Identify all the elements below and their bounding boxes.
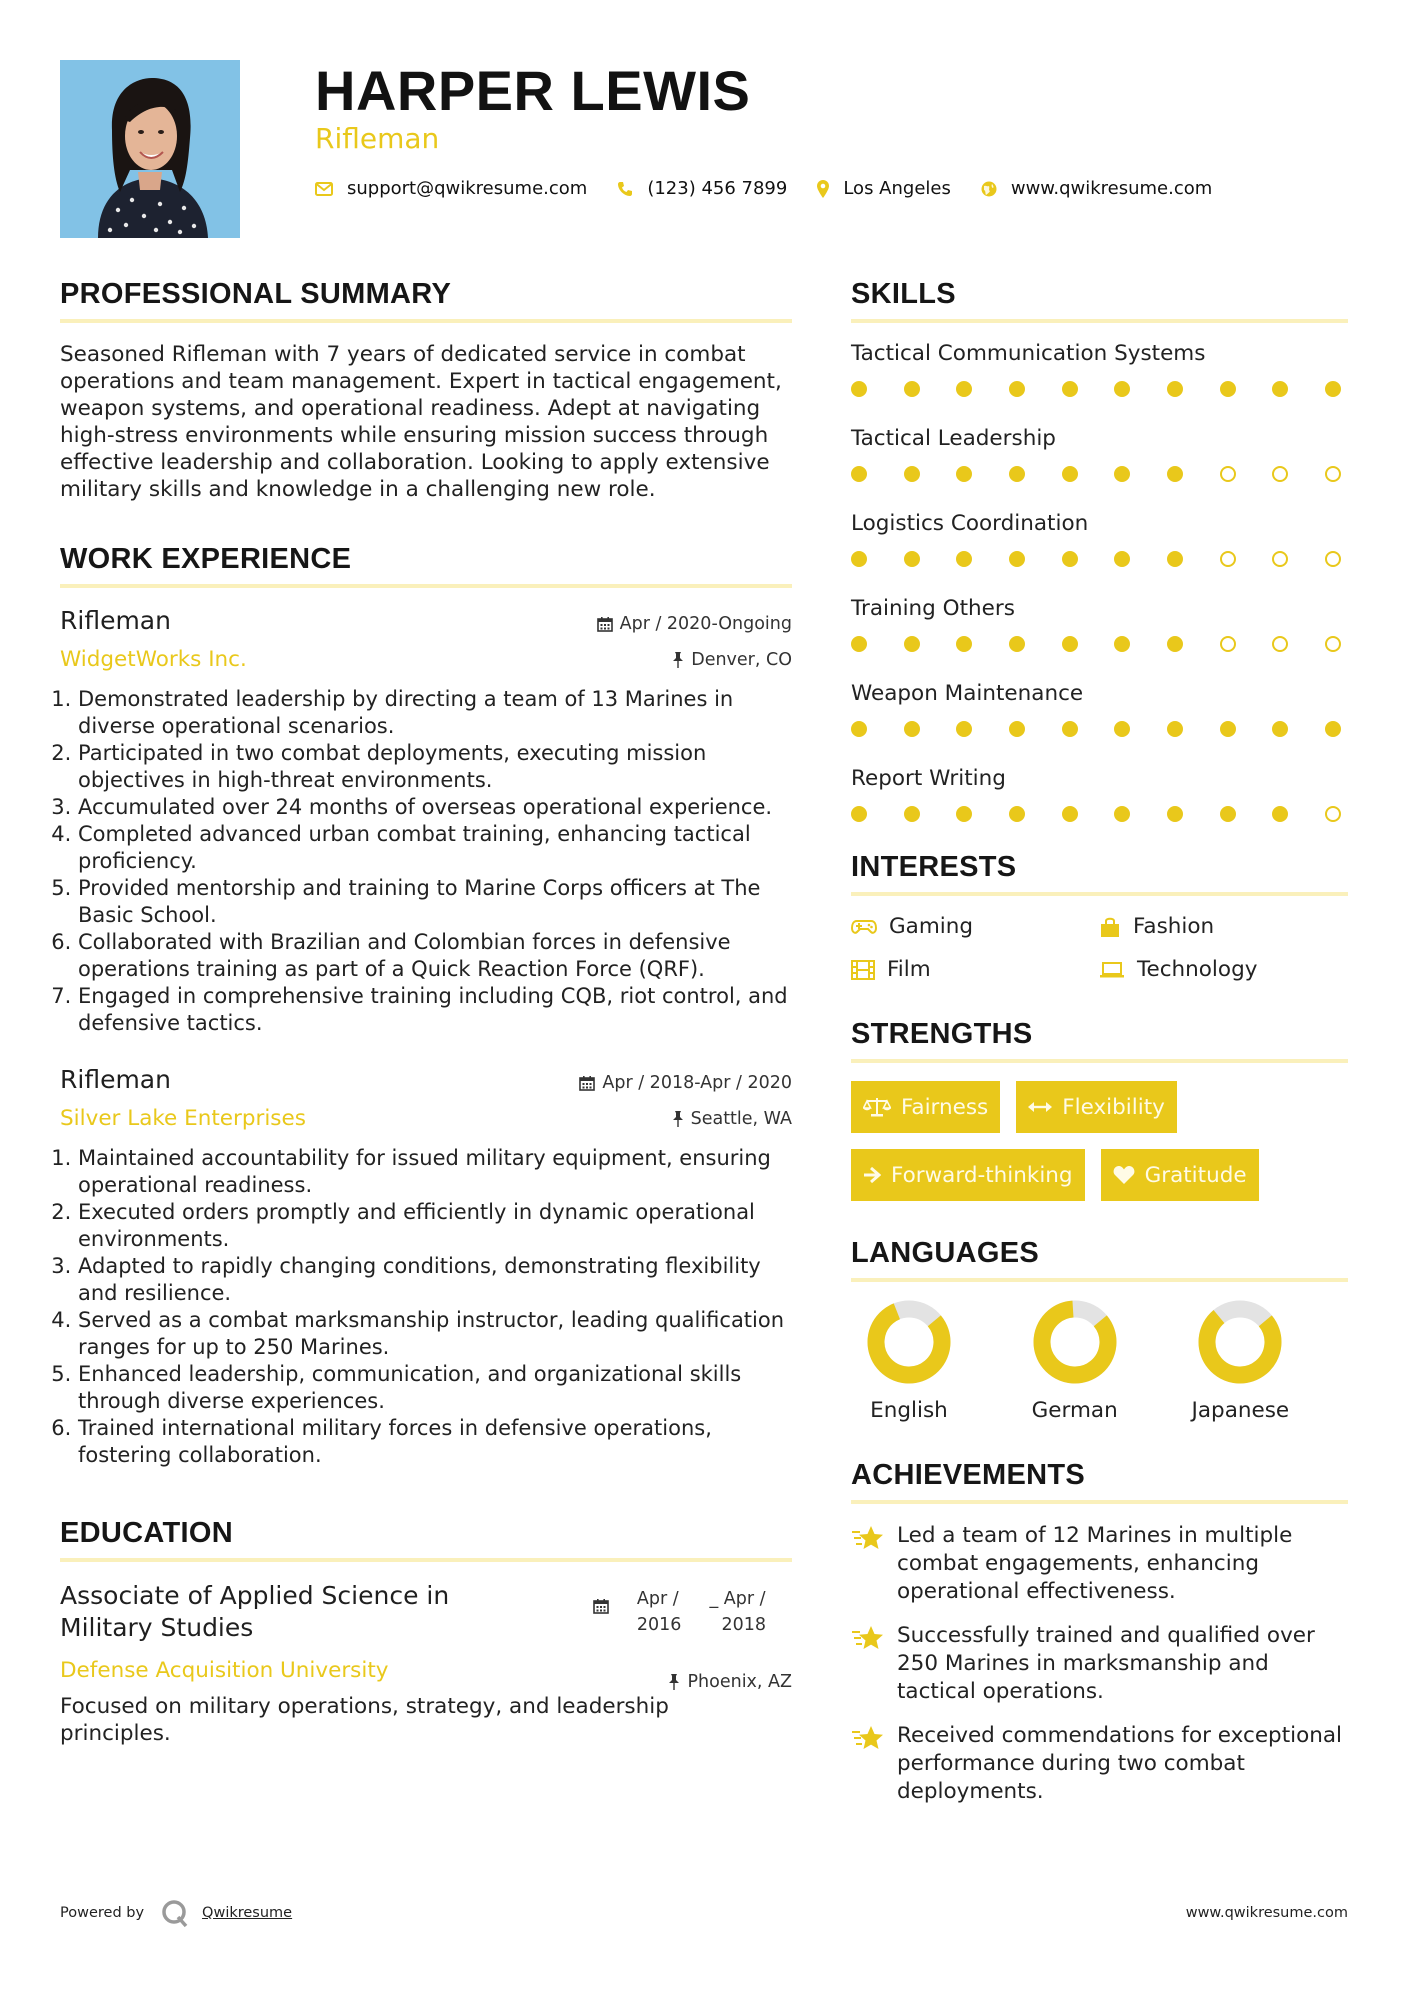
rating-dot-filled	[956, 466, 972, 482]
footer-website[interactable]: www.qwikresume.com	[1185, 1905, 1348, 1921]
rating-dot-filled	[956, 721, 972, 737]
pin-icon	[672, 652, 684, 668]
interest-label: Film	[887, 957, 931, 982]
rating-dot-filled	[956, 636, 972, 652]
job-location	[672, 1109, 792, 1129]
candidate-name: HARPER LEWIS	[315, 59, 751, 122]
rating-dot-filled	[851, 381, 867, 397]
achievement-item	[851, 1722, 1348, 1806]
rating-dot-filled	[851, 466, 867, 482]
rating-dot-filled	[1272, 806, 1288, 822]
rating-dot-empty	[1272, 466, 1288, 482]
skill-item	[851, 766, 1348, 825]
rating-dot-filled	[1167, 636, 1183, 652]
language-item	[1017, 1300, 1183, 1423]
rating-dot-filled	[851, 721, 867, 737]
strength-label: Forward-thinking	[891, 1162, 1073, 1188]
calendar-icon	[593, 1598, 609, 1614]
achievements-heading: ACHIEVEMENTS	[851, 1459, 1348, 1504]
rating-dot-filled	[1009, 466, 1025, 482]
location-text: Los Angeles	[843, 178, 951, 199]
rating-dot-filled	[1009, 806, 1025, 822]
job-date-text: Apr / 2020-Ongoing	[619, 614, 792, 634]
rating-dot-filled	[1009, 551, 1025, 567]
rating-dot-filled	[1114, 806, 1130, 822]
rating-dot-empty	[1325, 636, 1341, 652]
phone-text: (123) 456 7899	[647, 178, 788, 199]
heart-icon	[1113, 1165, 1135, 1185]
strength-chip	[1016, 1081, 1177, 1133]
interests-heading: INTERESTS	[851, 851, 1348, 896]
interest-item	[851, 957, 1099, 982]
achievement-text: Received commendations for exceptional performance during two combat deployments.	[897, 1723, 1343, 1804]
achievement-item	[851, 1522, 1348, 1606]
language-name: German	[1031, 1398, 1118, 1423]
language-level-ring	[1033, 1300, 1117, 1384]
rating-dot-empty	[1272, 636, 1288, 652]
interest-label: Fashion	[1133, 914, 1215, 939]
rating-dot-empty	[1220, 551, 1236, 567]
job-location-text: Seattle, WA	[690, 1109, 792, 1129]
duty-item: 1. Maintained accountability for issued military equipment, ensuring operational readiness.	[78, 1145, 792, 1199]
interest-label: Gaming	[889, 914, 974, 939]
achievement-item	[851, 1622, 1348, 1706]
company-name: Silver Lake Enterprises	[60, 1106, 306, 1131]
duty-item: 4. Completed advanced urban combat training, enhancing tactical proficiency.	[78, 821, 792, 875]
skill-name: Logistics Coordination	[851, 511, 1089, 536]
rating-dot-filled	[851, 551, 867, 567]
skills-list	[851, 341, 1348, 825]
language-item	[1182, 1300, 1348, 1423]
rating-dot-filled	[1167, 806, 1183, 822]
education-start-month: Apr /	[636, 1589, 679, 1609]
job-date-text: Apr / 2018-Apr / 2020	[602, 1073, 792, 1093]
rating-dot-filled	[904, 806, 920, 822]
experience-heading: WORK EXPERIENCE	[60, 543, 792, 588]
school-name: Defense Acquisition University	[60, 1658, 389, 1683]
strengths-heading: STRENGTHS	[851, 1018, 1348, 1063]
rating-dot-filled	[1220, 381, 1236, 397]
skill-item	[851, 511, 1348, 570]
envelope-icon	[315, 182, 333, 196]
rating-dot-empty	[1272, 551, 1288, 567]
duty-item: 3. Adapted to rapidly changing conditions, demonstrating flexibility and resilience.	[78, 1253, 792, 1307]
interest-item	[1099, 914, 1347, 939]
education-end	[709, 1586, 766, 1638]
rating-dot-filled	[1114, 551, 1130, 567]
rating-dot-filled	[1167, 721, 1183, 737]
rating-dot-filled	[1220, 806, 1236, 822]
language-name: English	[870, 1398, 948, 1423]
job-title: Rifleman	[60, 1065, 171, 1094]
skill-rating	[851, 633, 1341, 655]
skill-rating	[851, 548, 1341, 570]
website-text: www.qwikresume.com	[1010, 178, 1213, 199]
duty-item: 6. Trained international military forces in defensive operations, fostering collaboration.	[78, 1415, 792, 1469]
strength-chip	[1101, 1149, 1259, 1201]
gamepad-icon	[851, 919, 877, 935]
interest-item	[1099, 957, 1347, 982]
rating-dot-filled	[1062, 721, 1078, 737]
strength-chip	[851, 1081, 1000, 1133]
rating-dot-filled	[956, 381, 972, 397]
rating-dot-filled	[1272, 721, 1288, 737]
contact-location	[817, 178, 951, 199]
skill-name: Report Writing	[851, 766, 1006, 791]
duty-item: 3. Accumulated over 24 months of overseas operational experience.	[78, 794, 792, 821]
interest-label: Technology	[1137, 957, 1258, 982]
skill-rating	[851, 463, 1341, 485]
skill-rating	[851, 718, 1341, 740]
contact-website[interactable]	[981, 178, 1212, 199]
rating-dot-filled	[851, 806, 867, 822]
star-icon	[851, 1624, 885, 1652]
calendar-icon	[597, 616, 613, 632]
calendar-icon	[579, 1075, 595, 1091]
achievements-list	[851, 1522, 1348, 1806]
education-entry	[60, 1580, 792, 1747]
skill-name: Weapon Maintenance	[851, 681, 1084, 706]
brand-link[interactable]: Qwikresume	[202, 1905, 293, 1921]
duty-item: 6. Collaborated with Brazilian and Colombian forces in defensive operations training as part of a Quick Reaction Force (QRF).	[78, 929, 792, 983]
rating-dot-filled	[1114, 636, 1130, 652]
duty-item: 4. Served as a combat marksmanship instructor, leading qualification ranges for up to 250 Marines.	[78, 1307, 792, 1361]
strengths-list	[851, 1081, 1348, 1201]
rating-dot-filled	[904, 466, 920, 482]
strength-chip	[851, 1149, 1085, 1201]
rating-dot-filled	[904, 721, 920, 737]
job-date	[579, 1073, 792, 1093]
language-level-ring	[867, 1300, 951, 1384]
rating-dot-filled	[851, 636, 867, 652]
rating-dot-filled	[1114, 381, 1130, 397]
job-date	[597, 614, 792, 634]
rating-dot-empty	[1220, 466, 1236, 482]
strength-label: Fairness	[901, 1094, 989, 1120]
job-location	[672, 650, 792, 670]
arrows-horizontal-icon	[1028, 1100, 1052, 1114]
skill-item	[851, 426, 1348, 485]
rating-dot-empty	[1220, 636, 1236, 652]
map-marker-icon	[817, 180, 829, 198]
rating-dot-filled	[956, 551, 972, 567]
achievement-text: Successfully trained and qualified over 250 Marines in marksmanship and tactical operations.	[897, 1623, 1315, 1704]
job-duties	[60, 1145, 792, 1469]
skill-rating	[851, 378, 1341, 400]
duty-item: 5. Enhanced leadership, communication, and organizational skills through diverse experiences.	[78, 1361, 792, 1415]
education-location-text: Phoenix, AZ	[687, 1672, 792, 1692]
education-start-year: 2016	[636, 1615, 682, 1635]
email-text: support@qwikresume.com	[347, 178, 588, 199]
duty-item: 7. Engaged in comprehensive training including CQB, riot control, and defensive tactics.	[78, 983, 792, 1037]
interests-list	[851, 914, 1348, 982]
language-item	[851, 1300, 1017, 1423]
arrow-right-icon	[863, 1166, 881, 1184]
strength-label: Gratitude	[1144, 1162, 1247, 1188]
contact-phone[interactable]	[617, 178, 787, 199]
pin-icon	[668, 1674, 680, 1690]
language-level-ring	[1198, 1300, 1282, 1384]
rating-dot-filled	[1062, 466, 1078, 482]
globe-icon	[981, 181, 997, 197]
job-entry	[60, 1065, 792, 1469]
rating-dot-filled	[1062, 551, 1078, 567]
contact-bar	[315, 178, 1242, 199]
rating-dot-filled	[956, 806, 972, 822]
skill-item	[851, 596, 1348, 655]
footer-powered-by	[60, 1898, 292, 1928]
rating-dot-filled	[1167, 381, 1183, 397]
star-icon	[851, 1724, 885, 1752]
rating-dot-filled	[1167, 551, 1183, 567]
achievement-text: Led a team of 12 Marines in multiple combat engagements, enhancing operational effectiveness.	[897, 1523, 1293, 1604]
duty-item: 2. Executed orders promptly and efficiently in dynamic operational environments.	[78, 1199, 792, 1253]
duty-item: 5. Provided mentorship and training to Marine Corps officers at The Basic School.	[78, 875, 792, 929]
rating-dot-filled	[904, 551, 920, 567]
education-location	[668, 1672, 792, 1692]
skills-heading: SKILLS	[851, 278, 1348, 323]
skill-item	[851, 341, 1348, 400]
rating-dot-filled	[904, 636, 920, 652]
profile-photo	[60, 60, 240, 238]
job-title: Rifleman	[60, 606, 171, 635]
rating-dot-filled	[1167, 466, 1183, 482]
education-description: Focused on military operations, strategy, and leadership principles.	[60, 1694, 669, 1746]
portrait-image	[60, 60, 240, 238]
rating-dot-filled	[1114, 721, 1130, 737]
rating-dot-filled	[1220, 721, 1236, 737]
phone-icon	[617, 181, 633, 197]
rating-dot-empty	[1325, 551, 1341, 567]
summary-text: Seasoned Rifleman with 7 years of dedicated service in combat operations and team management. Expert in tactical engagement, weapon systems, and operational readiness. Adept at navigating high-stress environments while ensuring mission success through effective leadership and collaboration. Looking to apply extensive military skills and knowledge in a challenging new role.	[60, 342, 782, 502]
film-icon	[851, 960, 875, 980]
skill-name: Training Others	[851, 596, 1015, 621]
rating-dot-filled	[1062, 806, 1078, 822]
job-location-text: Denver, CO	[691, 650, 792, 670]
balance-scale-icon	[863, 1096, 891, 1118]
languages-list	[851, 1300, 1348, 1423]
pin-icon	[672, 1111, 684, 1127]
skill-item	[851, 681, 1348, 740]
laptop-icon	[1099, 961, 1125, 979]
skill-name: Tactical Communication Systems	[851, 341, 1206, 366]
job-entry	[60, 606, 792, 1037]
education-end-month: _ Apr /	[709, 1589, 766, 1609]
education-heading: EDUCATION	[60, 1517, 792, 1562]
right-column	[851, 278, 1348, 1822]
duty-item: 2. Participated in two combat deployments, executing mission objectives in high-threat environments.	[78, 740, 792, 794]
languages-heading: LANGUAGES	[851, 1237, 1348, 1282]
qwikresume-logo-icon	[160, 1898, 190, 1928]
rating-dot-filled	[904, 381, 920, 397]
rating-dot-filled	[1325, 381, 1341, 397]
shopping-bag-icon	[1099, 916, 1121, 938]
rating-dot-filled	[1009, 636, 1025, 652]
education-end-year: 2018	[721, 1615, 766, 1635]
duty-item: 1. Demonstrated leadership by directing a team of 13 Marines in diverse operational scenarios.	[78, 686, 792, 740]
rating-dot-filled	[1062, 636, 1078, 652]
job-duties	[60, 686, 792, 1037]
company-name: WidgetWorks Inc.	[60, 647, 247, 672]
interest-item	[851, 914, 1099, 939]
rating-dot-filled	[1009, 721, 1025, 737]
rating-dot-filled	[1114, 466, 1130, 482]
summary-heading: PROFESSIONAL SUMMARY	[60, 278, 792, 323]
powered-by-text: Powered by	[60, 1905, 145, 1921]
language-name: Japanese	[1191, 1398, 1290, 1423]
rating-dot-filled	[1272, 381, 1288, 397]
rating-dot-empty	[1325, 806, 1341, 822]
star-icon	[851, 1524, 885, 1552]
education-dates	[621, 1586, 766, 1638]
rating-dot-filled	[1062, 381, 1078, 397]
rating-dot-filled	[1009, 381, 1025, 397]
contact-email[interactable]	[315, 178, 587, 199]
degree-title: Associate of Applied Science in Military Studies	[60, 1581, 450, 1642]
strength-label: Flexibility	[1062, 1094, 1165, 1120]
education-start	[637, 1586, 682, 1638]
left-column	[60, 278, 792, 1747]
rating-dot-filled	[1325, 721, 1341, 737]
candidate-role: Rifleman	[315, 122, 440, 155]
skill-rating	[851, 803, 1341, 825]
rating-dot-empty	[1325, 466, 1341, 482]
skill-name: Tactical Leadership	[851, 426, 1056, 451]
